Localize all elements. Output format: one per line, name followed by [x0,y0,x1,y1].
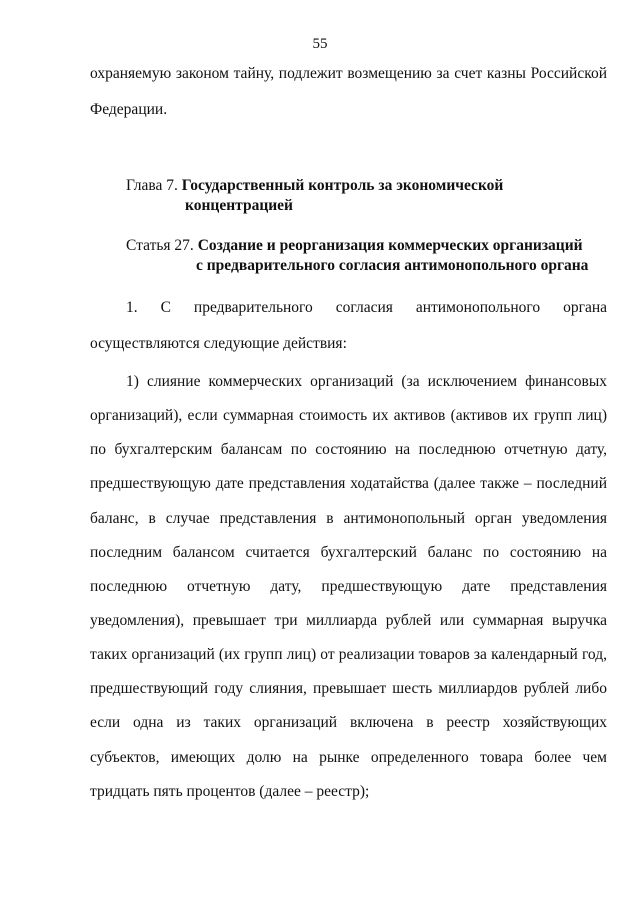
item-1-line: предшествующий году слияния, превышает шесть миллиардов рублей либо [90,680,607,697]
paragraph-1-line-1: 1. С предварительного согласия антимонопольного органа [126,299,607,316]
chapter-title-line-2: концентрацией [185,197,293,214]
item-1-line: последнюю отчетную дату, предшествующую дате представления [90,578,607,595]
chapter-title-line-1: Государственный контроль за экономической [181,177,504,194]
item-1-line: таких организаций (их групп лиц) от реализации товаров за календарный год, [90,646,607,663]
chapter-heading [126,176,503,196]
article-heading [126,236,583,256]
intro-line-2: Федерации. [90,101,168,118]
item-1-line: уведомления), превышает три миллиарда рублей или суммарная выручка [90,612,607,629]
page-number: 55 [312,36,328,52]
paragraph-1-line-2: осуществляются следующие действия: [90,335,347,352]
item-1-line: предшествующую дате представления ходатайства (далее также – последний [90,475,607,492]
item-1-line: по бухгалтерским балансам по состоянию на последнюю отчетную дату, [90,441,607,458]
item-1-line: тридцать пять процентов (далее – реестр); [90,783,370,800]
item-1-line: баланс, в случае представления в антимонопольный орган уведомления [90,510,607,527]
item-1-line: 1) слияние коммерческих организаций (за исключением финансовых [126,373,607,390]
article-label: Статья 27. [126,237,194,254]
item-1-line: последним балансом считается бухгалтерский баланс по состоянию на [90,544,607,561]
article-title-line-1: Создание и реорганизация коммерческих организаций [197,237,583,254]
chapter-heading-cont [185,196,293,216]
intro-line-1: охраняемую законом тайну, подлежит возмещению за счет казны Российской [90,65,607,82]
item-1-line: если одна из таких организаций включена в реестр хозяйствующих [90,714,607,731]
article-title-line-2: с предварительного согласия антимонопольного органа [196,257,589,274]
item-1-line: организаций), если суммарная стоимость их активов (активов их групп лиц) [90,407,607,424]
article-heading-cont [196,256,588,276]
item-1-line: субъектов, имеющих долю на рынке определенного товара более чем [90,749,607,766]
chapter-label: Глава 7. [126,177,178,194]
